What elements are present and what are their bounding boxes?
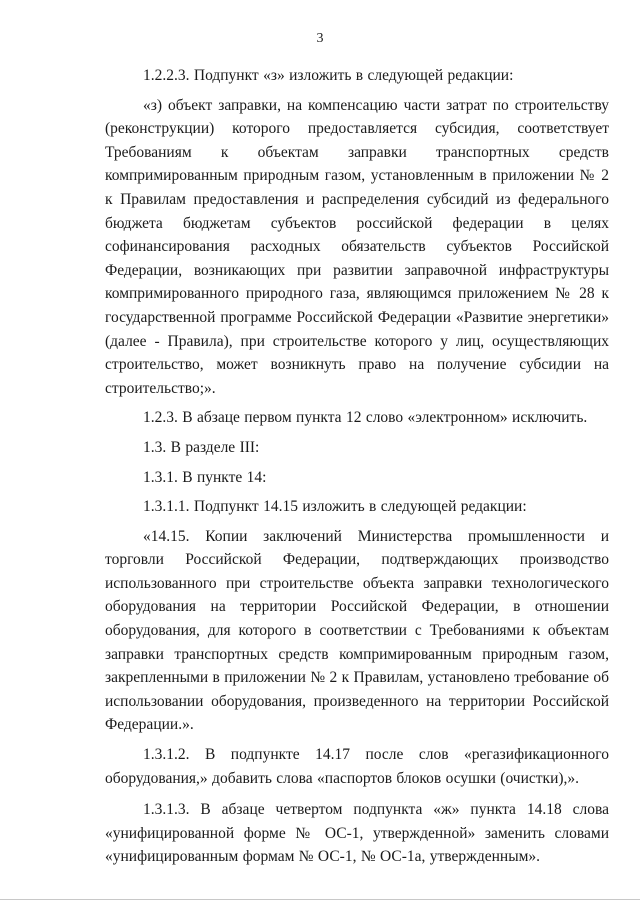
scan-bottom-edge <box>0 899 640 900</box>
paragraph-1-3-1: 1.3.1. В пункте 14: <box>143 468 267 486</box>
paragraph-1-2-2-3: 1.2.2.3. Подпункт «з» изложить в следующей редакции: <box>143 67 514 84</box>
document-body <box>105 64 609 875</box>
paragraph-1-3-1-1: 1.3.1.1. Подпункт 14.15 изложить в следующей редакции: <box>143 498 527 516</box>
page-number: 3 <box>316 31 324 46</box>
paragraph-1-3: 1.3. В разделе III: <box>143 438 260 456</box>
paragraph-1-2-3: 1.2.3. В абзаце первом пункта 12 слово «электронном» исключить. <box>143 409 588 427</box>
paragraph-1-3-1-2: 1.3.1.2. В подпункте 14.17 после слов «регазификационного оборудования,» добавить слова «паспортов блоков осушки (очистки),». <box>105 746 609 787</box>
paragraph-subpoint-z-text: «з) объект заправки, на компенсацию части затрат по строительству (реконструкции) которого предоставляется субсидия, соответствует Требованиям к объектам заправки транспортных средств компримированным природным газом, установленным в приложении № 2 к Правилам предоставления и распределения субсидий из федерального бюджета бюджетам субъектов российской федерации в целях софинансирования расходных обязательств субъектов Российской Федерации, возникающих при развитии заправочной инфраструктуры компримированного природного газа, являющимся приложением № 28 к государственной программе Российской Федерации «Развитие энергетики» (далее - Правила), при строительстве которого у лиц, осуществляющих строительство, может возникнуть право на получение субсидии на строительство;». <box>105 96 609 397</box>
paragraph-1-3-1-3: 1.3.1.3. В абзаце четвертом подпункта «ж» пункта 14.18 слова «унифицированной форме № ОС-1, утвержденной» заменить словами «унифицированным формам № ОС-1, № ОС-1а, утвержденным». <box>105 801 609 866</box>
paragraph-14-15-text: «14.15. Копии заключений Министерства промышленности и торговли Российской Федерации, подтверждающих производство использованного при строительстве объекта заправки технологического оборудования на территории Российской Федерации, в отношении оборудования, для которого в соответствии с Требованиями к объектам заправки транспортных средств компримированным природным газом, закрепленными в приложении № 2 к Правилам, установлено требование об использовании оборудования, произведенного на территории Российской Федерации.». <box>105 527 610 734</box>
